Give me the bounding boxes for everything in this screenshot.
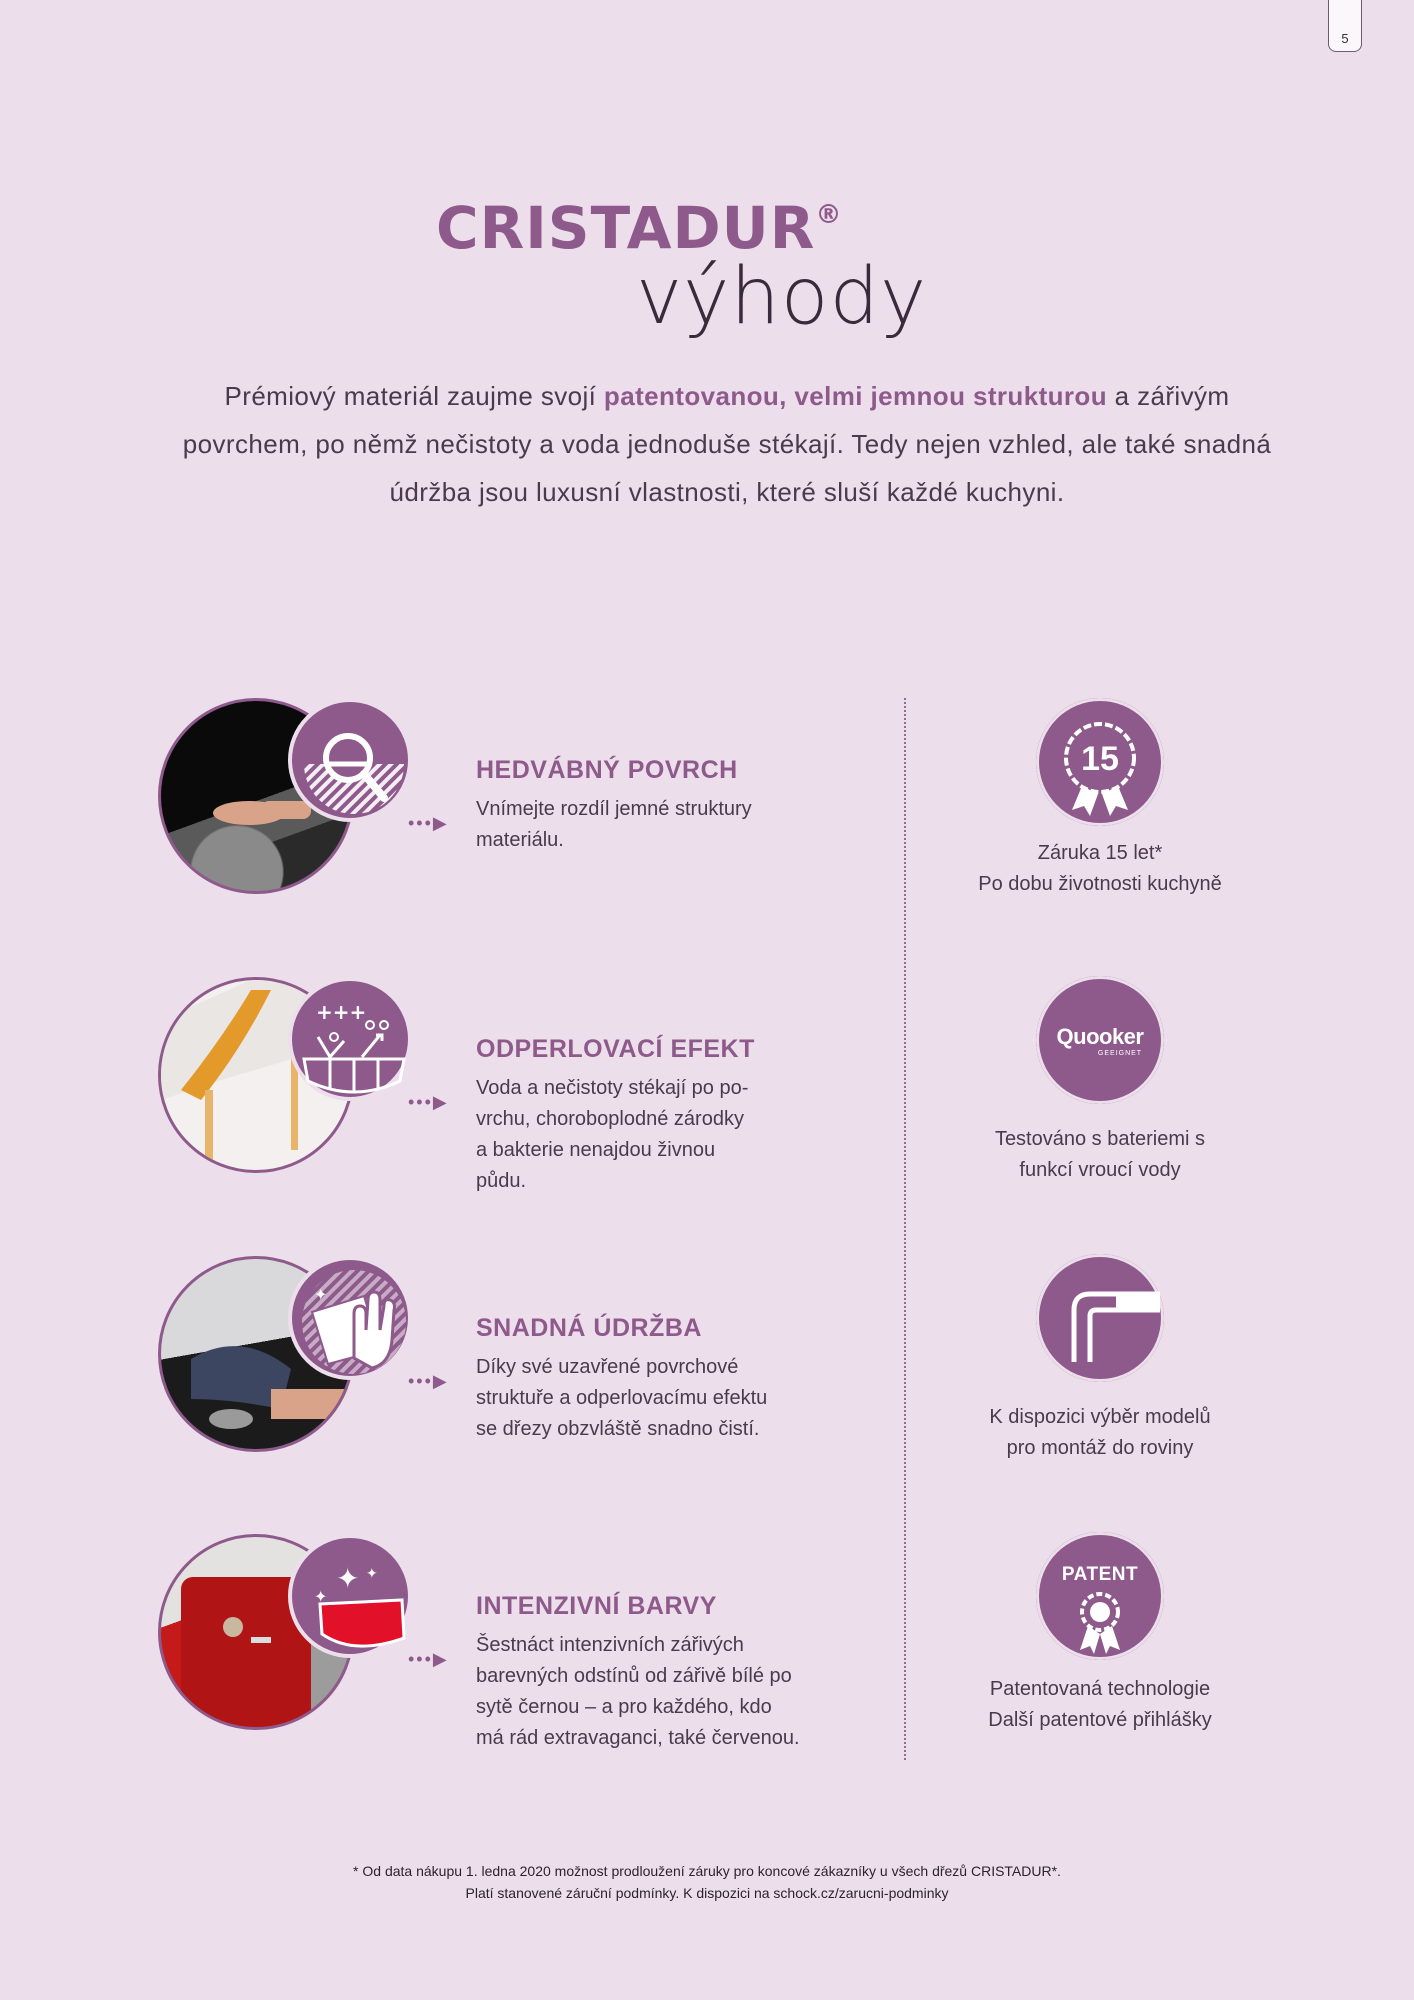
magnifier-surface-icon [288, 698, 412, 822]
flush-mount-icon [1036, 1254, 1164, 1382]
intro-highlight: patentovanou, velmi jemnou strukturou [603, 381, 1107, 411]
arrow-icon: •••▶ [408, 813, 449, 833]
quooker-logo-sub: GEEIGNET [1097, 1050, 1143, 1057]
svg-text:✦: ✦ [336, 1562, 360, 1595]
feature-text: Díky své uzavřené povrchové struktuře a odperlovacímu efektu se dřezy obzvláště snadno čistí. [476, 1356, 768, 1440]
feature-title: SNADNÁ ÚDRŽBA [476, 1314, 702, 1342]
feature-text: Vnímejte rozdíl jemné struktury materiálu. [476, 798, 752, 851]
benefit-quooker [938, 976, 1262, 1186]
intro-text-2: a zářivým povrchem, po němž nečistoty a voda jednoduše stékají. Tedy nejen vzhled, ale také snadná údržba jsou luxusní vlastnosti, které sluší každé kuchyni. [182, 381, 1272, 507]
patent-icon [1036, 1532, 1164, 1660]
benefit-text: K dispozici výběr modelů pro montáž do roviny [989, 1406, 1211, 1459]
arrow-icon: •••▶ [408, 1092, 449, 1112]
feature-title: ODPERLOVACÍ EFEKT [476, 1035, 755, 1063]
feature-text: Šestnáct intenzivních zářivých barevných odstínů od zářivě bílé po sytě černou – a pro každého, kdo má rád extravaganci, také červenou. [476, 1634, 800, 1749]
quooker-logo-text: Quooker [1056, 1024, 1144, 1049]
feature-intense-colors [158, 1534, 878, 1749]
sparkle-color-icon [288, 1534, 412, 1658]
brand-name: CRISTADUR [436, 194, 816, 262]
benefit-text: Patentovaná technologie Další patentové přihlášky [988, 1678, 1212, 1731]
arrow-icon: •••▶ [408, 1649, 449, 1669]
feature-title: INTENZIVNÍ BARVY [476, 1592, 717, 1620]
page-number-tab [1328, 0, 1362, 52]
svg-text:+++: +++ [316, 1000, 367, 1024]
cleaning-hand-icon [288, 1256, 412, 1380]
warranty-15-icon [1036, 698, 1164, 826]
feature-silky-surface [158, 698, 878, 908]
feature-text: Voda a nečistoty stékají po po- vrchu, choroboplodné zárodky a bakterie nenajdou živnou půdu. [476, 1077, 749, 1192]
page-number: 5 [1341, 31, 1349, 46]
benefit-text: Testováno s bateriemi s funkcí vroucí vody [994, 1128, 1206, 1181]
benefit-flush-mount [938, 1254, 1262, 1464]
arrow-icon: •••▶ [408, 1371, 449, 1391]
patent-label: PATENT [1061, 1564, 1139, 1585]
benefit-text: Záruka 15 let* Po dobu životnosti kuchyně [978, 842, 1222, 895]
water-repellent-icon [288, 977, 412, 1101]
feature-water-repellent [158, 977, 878, 1192]
warranty-number: 15 [1081, 740, 1119, 778]
feature-easy-care [158, 1256, 878, 1466]
footnote: * Od data nákupu 1. ledna 2020 možnost prodloužení záruky pro koncové zákazníky u všech dřezů CRISTADUR*. Platí stanovené záruční podmínky. K dispozici na schock.cz/zarucni-podminky [353, 1863, 1061, 1901]
registered-mark: ® [815, 200, 843, 230]
column-divider [904, 698, 906, 1760]
quooker-icon [1036, 976, 1164, 1104]
svg-text:✦: ✦ [366, 1566, 378, 1582]
svg-text:✦: ✦ [314, 1285, 328, 1304]
intro-paragraph [160, 372, 1294, 516]
svg-text:✦: ✦ [314, 1587, 328, 1606]
intro-text-1: Prémiový materiál zaujme svojí [224, 381, 604, 411]
feature-title: HEDVÁBNÝ POVRCH [476, 756, 738, 784]
page-subtitle: výhody [636, 252, 928, 342]
benefit-patent [938, 1532, 1262, 1736]
benefit-warranty [938, 698, 1262, 900]
